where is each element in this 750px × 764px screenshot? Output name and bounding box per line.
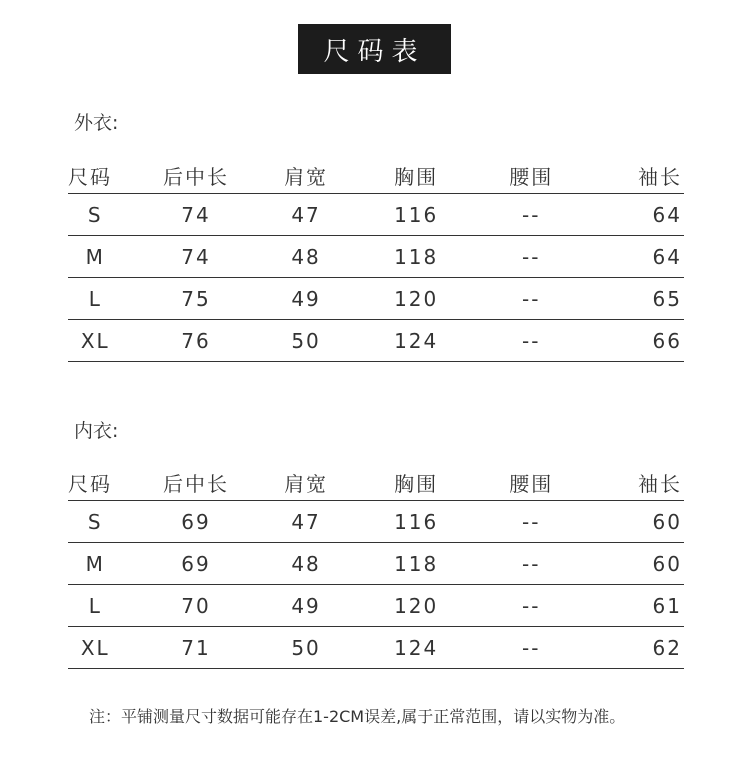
inner-size-table (68, 464, 684, 669)
cell-size: S (87, 509, 103, 534)
cell-sleeve: 64 (652, 202, 682, 227)
cell-chest: 124 (394, 328, 439, 353)
cell-shoulder: 50 (291, 635, 321, 660)
cell-back-length: 74 (181, 202, 211, 227)
cell-size: XL (80, 635, 110, 660)
cell-size: L (88, 286, 102, 311)
inner-section-label: 内衣: (74, 420, 119, 442)
header-sleeve: 袖长 (638, 471, 682, 496)
header-chest: 胸围 (394, 164, 439, 189)
cell-chest: 116 (394, 509, 439, 534)
cell-back-length: 69 (181, 509, 211, 534)
header-back-length: 后中长 (162, 471, 229, 496)
outer-size-table (68, 157, 684, 362)
cell-chest: 120 (394, 593, 439, 618)
cell-back-length: 74 (181, 244, 211, 269)
cell-sleeve: 64 (652, 244, 682, 269)
cell-waist: -- (522, 509, 541, 534)
cell-sleeve: 60 (652, 551, 682, 576)
header-size: 尺码 (68, 471, 112, 496)
cell-sleeve: 66 (652, 328, 682, 353)
cell-waist: -- (522, 635, 541, 660)
header-sleeve: 袖长 (638, 164, 682, 189)
cell-shoulder: 48 (291, 244, 321, 269)
cell-waist: -- (522, 593, 541, 618)
header-waist: 腰围 (509, 471, 554, 496)
header-back-length: 后中长 (162, 164, 229, 189)
cell-waist: -- (522, 551, 541, 576)
header-shoulder: 肩宽 (284, 471, 329, 496)
cell-size: M (85, 244, 105, 269)
table-row (68, 627, 684, 669)
table-row (68, 278, 684, 320)
cell-sleeve: 65 (652, 286, 682, 311)
cell-size: XL (80, 328, 110, 353)
cell-back-length: 69 (181, 551, 211, 576)
measurement-note: 注：平铺测量尺寸数据可能存在1-2CM误差,属于正常范围，请以实物为准。 (89, 707, 626, 726)
cell-chest: 118 (394, 244, 439, 269)
cell-shoulder: 49 (291, 286, 321, 311)
cell-shoulder: 50 (291, 328, 321, 353)
cell-back-length: 76 (181, 328, 211, 353)
cell-shoulder: 49 (291, 593, 321, 618)
outer-section-label: 外衣: (74, 112, 119, 134)
table-header-row (68, 157, 684, 194)
cell-waist: -- (522, 244, 541, 269)
table-row (68, 543, 684, 585)
cell-size: S (87, 202, 103, 227)
cell-sleeve: 61 (652, 593, 682, 618)
cell-shoulder: 47 (291, 509, 321, 534)
table-row (68, 194, 684, 236)
header-size: 尺码 (68, 164, 112, 189)
cell-waist: -- (522, 328, 541, 353)
table-row (68, 236, 684, 278)
page-title: 尺码表 (298, 24, 451, 74)
cell-back-length: 71 (181, 635, 211, 660)
cell-shoulder: 48 (291, 551, 321, 576)
table-row (68, 501, 684, 543)
table-header-row (68, 464, 684, 501)
cell-shoulder: 47 (291, 202, 321, 227)
cell-sleeve: 62 (652, 635, 682, 660)
cell-chest: 118 (394, 551, 439, 576)
header-waist: 腰围 (509, 164, 554, 189)
cell-chest: 120 (394, 286, 439, 311)
cell-chest: 116 (394, 202, 439, 227)
cell-size: M (85, 551, 105, 576)
cell-back-length: 75 (181, 286, 211, 311)
cell-sleeve: 60 (652, 509, 682, 534)
cell-chest: 124 (394, 635, 439, 660)
header-chest: 胸围 (394, 471, 439, 496)
table-row (68, 320, 684, 362)
cell-waist: -- (522, 202, 541, 227)
cell-size: L (88, 593, 102, 618)
header-shoulder: 肩宽 (284, 164, 329, 189)
cell-waist: -- (522, 286, 541, 311)
cell-back-length: 70 (181, 593, 211, 618)
table-row (68, 585, 684, 627)
